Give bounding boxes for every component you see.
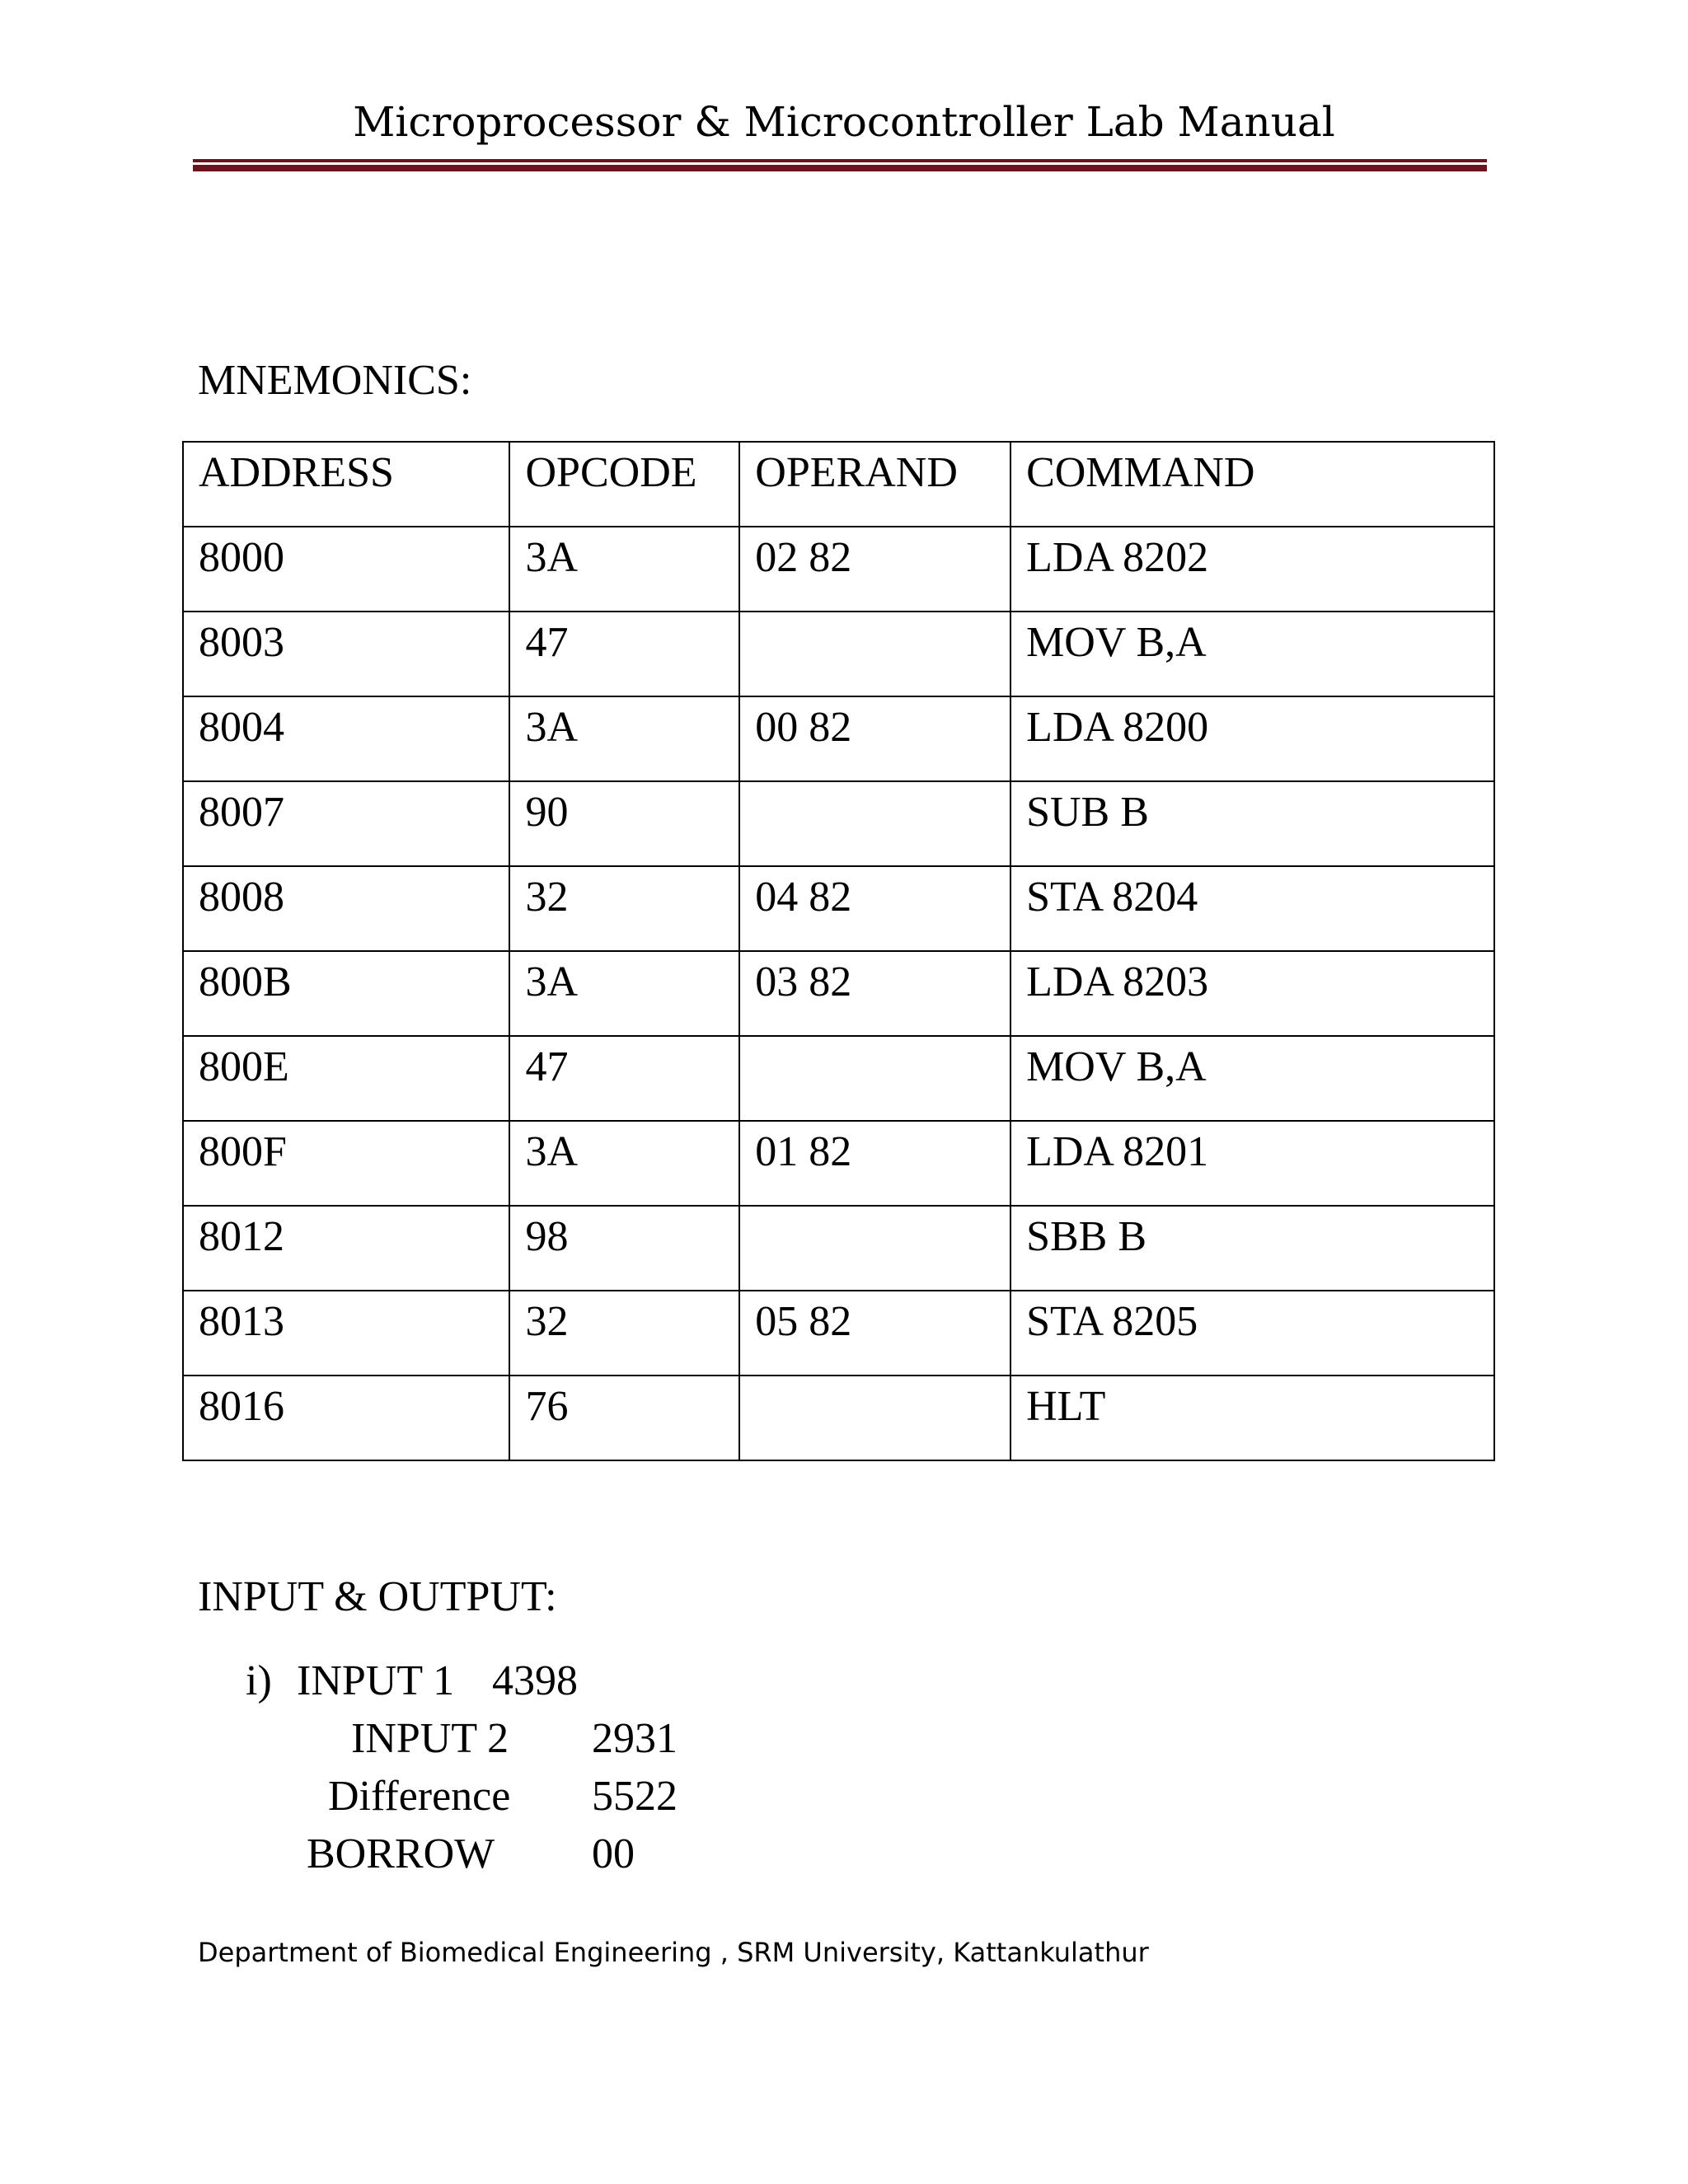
opcode-cell: 32 [509,866,739,951]
address-cell: 8008 [183,866,509,951]
header-rule [193,159,1487,162]
input-1-value: 4398 [492,1657,578,1704]
column-header-opcode: OPCODE [509,442,739,527]
page-header-title: Microprocessor & Microcontroller Lab Manual [353,98,1335,146]
column-header-command: COMMAND [1010,442,1494,527]
operand-cell: 03 82 [739,951,1010,1036]
address-cell: 8013 [183,1291,509,1376]
header-rule-thick [193,165,1487,171]
borrow-value: 00 [592,1830,635,1877]
address-cell: 8003 [183,612,509,696]
mnemonics-table [182,441,1495,1461]
address-cell: 8000 [183,527,509,612]
table-row [183,696,1494,781]
mnemonics-heading: MNEMONICS: [198,357,472,404]
operand-cell [739,781,1010,866]
borrow-label: BORROW [307,1830,495,1877]
opcode-cell: 3A [509,696,739,781]
command-cell: LDA 8203 [1010,951,1494,1036]
operand-cell [739,1206,1010,1291]
opcode-cell: 98 [509,1206,739,1291]
table-row [183,612,1494,696]
table-row [183,1036,1494,1121]
table-header-row [183,442,1494,527]
command-cell: STA 8205 [1010,1291,1494,1376]
opcode-cell: 3A [509,527,739,612]
operand-cell [739,612,1010,696]
operand-cell [739,1036,1010,1121]
opcode-cell: 90 [509,781,739,866]
command-cell: MOV B,A [1010,612,1494,696]
input-2-label: INPUT 2 [351,1715,509,1762]
page-footer: Department of Biomedical Engineering , SRM University, Kattankulathur [198,1937,1149,1968]
table-row [183,1291,1494,1376]
operand-cell: 00 82 [739,696,1010,781]
list-item-marker: i) [246,1657,272,1704]
table-row [183,781,1494,866]
address-cell: 800B [183,951,509,1036]
opcode-cell: 76 [509,1376,739,1460]
command-cell: SUB B [1010,781,1494,866]
table-row [183,1376,1494,1460]
input-output-heading: INPUT & OUTPUT: [198,1573,557,1620]
address-cell: 8012 [183,1206,509,1291]
table-row [183,951,1494,1036]
command-cell: LDA 8200 [1010,696,1494,781]
table-row [183,1206,1494,1291]
column-header-operand: OPERAND [739,442,1010,527]
command-cell: LDA 8201 [1010,1121,1494,1206]
opcode-cell: 32 [509,1291,739,1376]
command-cell: STA 8204 [1010,866,1494,951]
address-cell: 8004 [183,696,509,781]
difference-label: Difference [328,1773,511,1820]
address-cell: 800E [183,1036,509,1121]
command-cell: SBB B [1010,1206,1494,1291]
opcode-cell: 3A [509,1121,739,1206]
difference-value: 5522 [592,1773,678,1820]
operand-cell: 02 82 [739,527,1010,612]
table-row [183,527,1494,612]
address-cell: 800F [183,1121,509,1206]
input-2-value: 2931 [592,1715,678,1762]
opcode-cell: 3A [509,951,739,1036]
address-cell: 8007 [183,781,509,866]
command-cell: HLT [1010,1376,1494,1460]
operand-cell: 01 82 [739,1121,1010,1206]
table-row [183,1121,1494,1206]
table-row [183,866,1494,951]
column-header-address: ADDRESS [183,442,509,527]
address-cell: 8016 [183,1376,509,1460]
operand-cell: 04 82 [739,866,1010,951]
opcode-cell: 47 [509,612,739,696]
input-1-label: INPUT 1 [297,1657,455,1704]
operand-cell [739,1376,1010,1460]
operand-cell: 05 82 [739,1291,1010,1376]
command-cell: MOV B,A [1010,1036,1494,1121]
opcode-cell: 47 [509,1036,739,1121]
command-cell: LDA 8202 [1010,527,1494,612]
